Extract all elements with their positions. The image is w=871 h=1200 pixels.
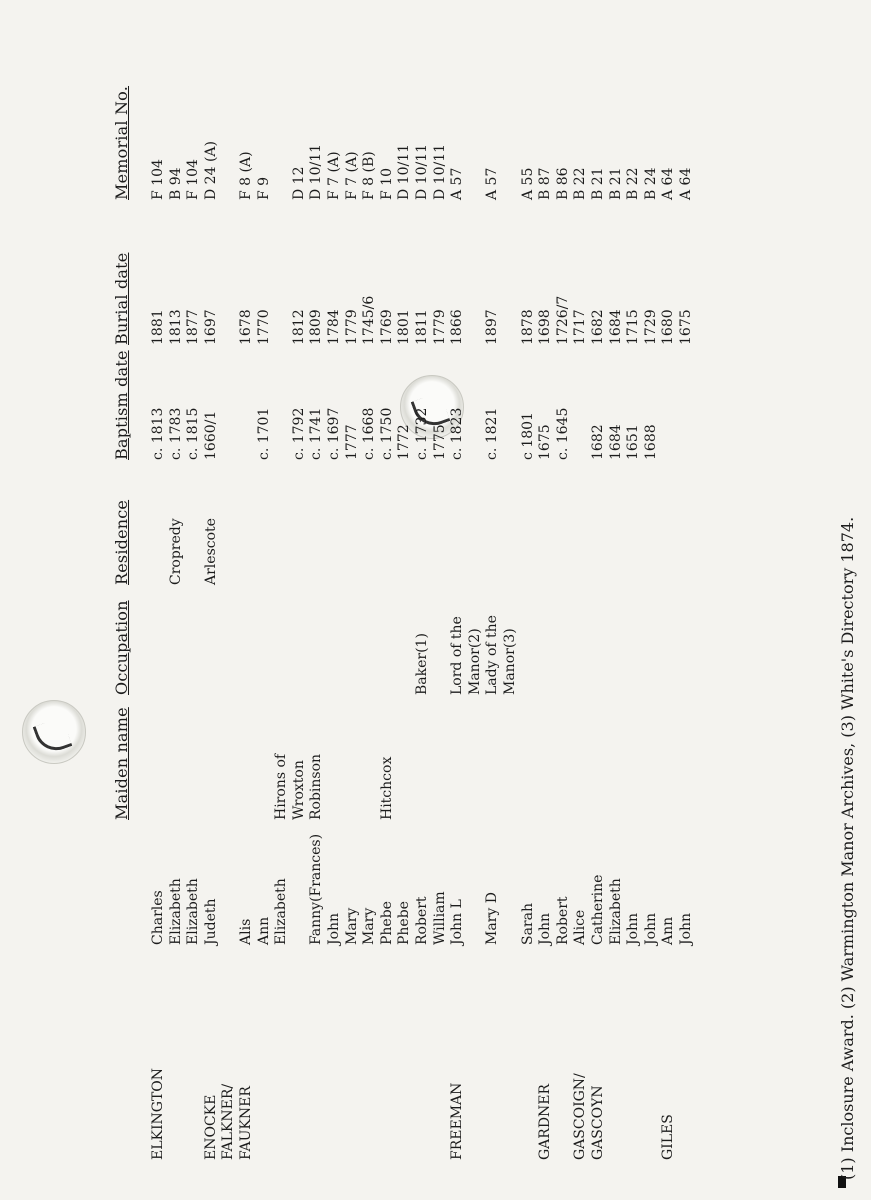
memorial-cell: F 8 (A) bbox=[238, 151, 254, 200]
given-cell: Fanny(Frances) bbox=[308, 833, 325, 945]
memorial-cell: B 86 bbox=[554, 167, 571, 200]
table-row bbox=[220, 0, 236, 1200]
burial-cell: 1779 bbox=[431, 309, 448, 345]
burial-cell: 1715 bbox=[625, 309, 642, 345]
burial-cell: 1680 bbox=[660, 309, 677, 345]
burial-cell: 1769 bbox=[378, 309, 395, 345]
memorial-cell: B 22 bbox=[625, 167, 642, 200]
table-row bbox=[344, 0, 360, 1200]
baptism-cell: 1777 bbox=[343, 424, 360, 460]
memorial-cell: D 10/11 bbox=[431, 143, 448, 200]
baptism-cell: c. 1783 bbox=[167, 407, 184, 460]
table-row bbox=[273, 0, 289, 1200]
surname-cell: FALKNER/ bbox=[220, 1083, 237, 1160]
given-cell: Elizabeth bbox=[167, 878, 184, 945]
given-cell: Robert bbox=[554, 896, 571, 945]
header-residence: Residence bbox=[112, 499, 131, 585]
baptism-cell: 1675 bbox=[537, 424, 554, 460]
surname-cell: GASCOIGN/ bbox=[572, 1073, 589, 1160]
baptism-cell: c. 1697 bbox=[326, 407, 342, 460]
given-cell: Elizabeth bbox=[273, 878, 290, 945]
header-baptism-date: Baptism date bbox=[112, 350, 131, 460]
given-cell: Mary D bbox=[484, 892, 501, 945]
table-row bbox=[238, 0, 254, 1200]
baptism-cell: c. 1701 bbox=[255, 407, 272, 460]
burial-cell: 1881 bbox=[150, 309, 166, 345]
memorial-cell: A 64 bbox=[678, 167, 694, 200]
burial-cell: 1897 bbox=[484, 309, 501, 345]
burial-cell: 1729 bbox=[642, 309, 659, 345]
memorial-cell: B 22 bbox=[572, 167, 589, 200]
baptism-cell: 1775 bbox=[431, 424, 448, 460]
header-memorial-no: Memorial No. bbox=[112, 85, 131, 200]
given-cell: Elizabeth bbox=[607, 878, 624, 945]
given-cell: Sarah bbox=[519, 903, 536, 945]
table-row bbox=[256, 0, 272, 1200]
memorial-cell: F 7 (A) bbox=[343, 151, 360, 200]
burial-cell: 1812 bbox=[290, 309, 307, 345]
given-cell: Mary bbox=[343, 907, 360, 945]
table-row bbox=[678, 0, 694, 1200]
occupation-cell: Baker(1) bbox=[414, 633, 430, 695]
given-cell: Ann bbox=[255, 916, 272, 945]
given-cell: Charles bbox=[150, 890, 166, 945]
given-cell: John bbox=[678, 912, 694, 945]
memorial-cell: F 104 bbox=[185, 159, 202, 200]
occupation-cell: Lord of the bbox=[449, 616, 466, 695]
memorial-cell: B 94 bbox=[167, 167, 184, 200]
given-cell: John bbox=[625, 912, 642, 945]
burial-cell: 1698 bbox=[537, 309, 554, 345]
table-row bbox=[291, 0, 307, 1200]
table-row bbox=[555, 0, 571, 1200]
baptism-cell: c. 1668 bbox=[361, 407, 378, 460]
burial-cell: 1770 bbox=[255, 309, 272, 345]
baptism-cell: 1682 bbox=[590, 424, 606, 460]
table-row bbox=[590, 0, 606, 1200]
surname-cell: GARDNER bbox=[537, 1083, 554, 1160]
burial-cell: 1726/7 bbox=[554, 295, 571, 345]
given-cell: William bbox=[431, 891, 448, 945]
given-cell: John bbox=[326, 912, 342, 945]
burial-cell: 1811 bbox=[414, 309, 430, 345]
table-row bbox=[396, 0, 412, 1200]
burial-cell: 1678 bbox=[238, 309, 254, 345]
surname-cell: GASCOYN bbox=[590, 1085, 606, 1160]
memorial-cell: B 24 bbox=[642, 167, 659, 200]
baptism-cell: c. 1741 bbox=[308, 407, 325, 460]
table-row bbox=[660, 0, 676, 1200]
burial-cell: 1878 bbox=[519, 309, 536, 345]
maiden-cell: Hitchcox bbox=[378, 756, 395, 820]
header-occupation: Occupation bbox=[112, 600, 131, 695]
table-row bbox=[361, 0, 377, 1200]
header-burial-date: Burial date bbox=[112, 252, 131, 345]
burial-cell: 1809 bbox=[308, 309, 325, 345]
surname-cell: ELKINGTON bbox=[150, 1067, 166, 1160]
given-cell: John L bbox=[449, 899, 466, 945]
table-row bbox=[326, 0, 342, 1200]
table-row bbox=[502, 0, 518, 1200]
baptism-cell: 1660/1 bbox=[202, 410, 219, 460]
table-row bbox=[467, 0, 483, 1200]
given-cell: Catherine bbox=[590, 874, 606, 945]
table-row bbox=[150, 0, 166, 1200]
burial-cell: 1813 bbox=[167, 309, 184, 345]
baptism-cell: c. 1645 bbox=[554, 407, 571, 460]
given-cell: John bbox=[642, 912, 659, 945]
table-row bbox=[537, 0, 553, 1200]
table-row bbox=[308, 0, 324, 1200]
burial-cell: 1877 bbox=[185, 309, 202, 345]
memorial-cell: F 9 bbox=[255, 176, 272, 200]
baptism-cell: c. 1792 bbox=[290, 407, 307, 460]
memorial-cell: F 8 (B) bbox=[361, 151, 378, 200]
memorial-cell: D 12 bbox=[290, 166, 307, 200]
memorial-cell: B 87 bbox=[537, 167, 554, 200]
baptism-cell: c. 1821 bbox=[484, 407, 501, 460]
burial-cell: 1717 bbox=[572, 309, 589, 345]
baptism-cell: 1688 bbox=[642, 424, 659, 460]
given-cell: Alice bbox=[572, 909, 589, 945]
baptism-cell: 1651 bbox=[625, 424, 642, 460]
maiden-cell: Hirons of bbox=[273, 753, 290, 820]
footnote: (1) Inclosure Award. (2) Warmington Manor Archives, (3) White's Directory 1874. bbox=[838, 516, 857, 1180]
memorial-cell: A 64 bbox=[660, 167, 677, 200]
baptism-cell: 1684 bbox=[607, 424, 624, 460]
given-cell: Mary bbox=[361, 907, 378, 945]
memorial-cell: D 24 (A) bbox=[202, 141, 219, 200]
given-cell: Judeth bbox=[202, 898, 219, 945]
burial-cell: 1784 bbox=[326, 309, 342, 345]
surname-cell: GILES bbox=[660, 1114, 677, 1160]
baptism-cell: 1772 bbox=[396, 424, 413, 460]
baptism-cell: c. 1732 bbox=[414, 407, 430, 460]
burial-cell: 1684 bbox=[607, 309, 624, 345]
memorial-cell: D 10/11 bbox=[308, 143, 325, 200]
table-row bbox=[203, 0, 219, 1200]
table-row bbox=[520, 0, 536, 1200]
burial-cell: 1801 bbox=[396, 309, 413, 345]
burial-cell: 1682 bbox=[590, 309, 606, 345]
memorial-cell: A 57 bbox=[449, 167, 466, 200]
table-row bbox=[608, 0, 624, 1200]
given-cell: Alis bbox=[238, 918, 254, 945]
burial-cell: 1697 bbox=[202, 309, 219, 345]
table-row bbox=[449, 0, 465, 1200]
given-cell: Phebe bbox=[378, 901, 395, 945]
table-row bbox=[643, 0, 659, 1200]
burial-cell: 1866 bbox=[449, 309, 466, 345]
burial-cell: 1675 bbox=[678, 309, 694, 345]
memorial-cell: F 104 bbox=[150, 159, 166, 200]
surname-cell: FREEMAN bbox=[449, 1082, 466, 1160]
memorial-cell: F 7 (A) bbox=[326, 151, 342, 200]
baptism-cell: c. 1823 bbox=[449, 407, 466, 460]
table-row bbox=[185, 0, 201, 1200]
maiden-cell: Wroxton bbox=[290, 760, 307, 820]
memorial-cell: A 55 bbox=[519, 167, 536, 200]
baptism-cell: c 1801 bbox=[519, 412, 536, 460]
baptism-cell: c. 1815 bbox=[185, 407, 202, 460]
baptism-cell: c. 1813 bbox=[150, 407, 166, 460]
given-cell: Phebe bbox=[396, 901, 413, 945]
occupation-cell: Lady of the bbox=[484, 615, 501, 695]
burial-cell: 1779 bbox=[343, 309, 360, 345]
maiden-cell: Robinson bbox=[308, 753, 325, 820]
given-cell: Robert bbox=[414, 896, 430, 945]
surname-cell: ENOCKE bbox=[202, 1094, 219, 1160]
memorial-cell: D 10/11 bbox=[414, 143, 430, 200]
surname-cell: FAUKNER bbox=[238, 1086, 254, 1160]
table-row bbox=[168, 0, 184, 1200]
memorial-cell: D 10/11 bbox=[396, 143, 413, 200]
occupation-cell: Manor(3) bbox=[502, 628, 518, 695]
occupation-cell: Manor(2) bbox=[466, 628, 483, 695]
given-cell: Ann bbox=[660, 916, 677, 945]
residence-cell: Cropredy bbox=[167, 518, 184, 585]
table-row bbox=[625, 0, 641, 1200]
given-cell: John bbox=[537, 912, 554, 945]
memorial-cell: B 21 bbox=[607, 167, 624, 200]
table-row bbox=[432, 0, 448, 1200]
table-row bbox=[379, 0, 395, 1200]
given-cell: Elizabeth bbox=[185, 878, 202, 945]
header-maiden-name: Maiden name bbox=[112, 707, 131, 820]
memorial-cell: B 21 bbox=[590, 167, 606, 200]
table-row bbox=[414, 0, 430, 1200]
memorial-cell: F 10 bbox=[378, 168, 395, 200]
residence-cell: Arlescote bbox=[202, 518, 219, 585]
baptism-cell: c. 1750 bbox=[378, 407, 395, 460]
memorial-cell: A 57 bbox=[484, 167, 501, 200]
burial-cell: 1745/6 bbox=[361, 295, 378, 345]
table-row bbox=[572, 0, 588, 1200]
table-row bbox=[484, 0, 500, 1200]
